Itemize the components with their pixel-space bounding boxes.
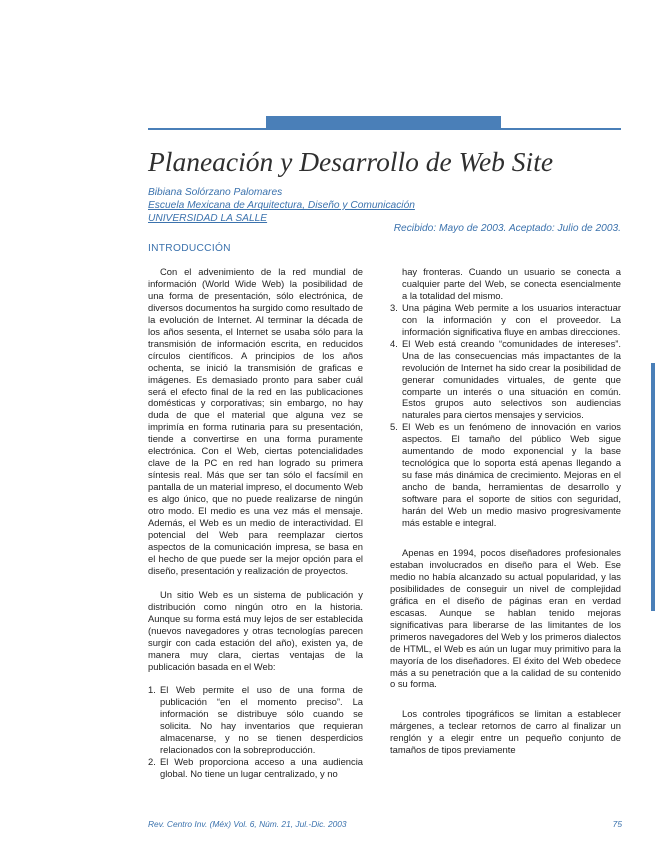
- list-number: 3.: [390, 301, 398, 313]
- list-number: 2.: [148, 756, 156, 768]
- list-item: [390, 421, 621, 529]
- list-text: El Web proporciona acceso a una audiencia global. No tiene un lugar centralizado, y no: [160, 756, 363, 780]
- list-item: [390, 337, 621, 422]
- paragraph: Apenas en 1994, pocos diseñadores profesionales estaban involucrados en diseño para el Web. Ese medio no había alcanzado su actual popularidad, y las posibilidades de conseguir un nivel de complejidad gráfica en el diseño de páginas eran en verdad escasas. Aunque se hablan tenido mejoras significativas para liberarse de las limitantes de los primeros navegadores del Web y los primeros dialectos de HTML, el Web es aún un lugar muy primitivo para la mayoría de los diseñadores. El éxito del Web obedece más a su penetración que a la calidad de su contenido o su forma.: [390, 546, 621, 690]
- list-text: El Web está creando “comunidades de intereses”. Una de las consecuencias más impactantes de la revolución de Internet ha sido crear la posibilidad de generar comunidades virtuales, de gente que comparte un interés o una situación en común. Estos grupos auto selectivos son audiencias naturales para ciertos mensajes y servicios.: [402, 337, 621, 421]
- list-number: 1.: [148, 684, 156, 696]
- list-text: El Web permite el uso de una forma de publicación “en el momento preciso”. La información se distribuye sólo cuando se solicita. No hay inventarios que requieran almacenarse, y no se tienen desperdicios relacionados con la sobreproducción.: [160, 684, 363, 756]
- list-item-continuation: [402, 266, 621, 302]
- list-item: [148, 756, 363, 780]
- list-number: 5.: [390, 421, 398, 433]
- list-text: Una página Web permite a los usuarios interactuar con la información y con el proveedor. La información significativa fluye en ambas direcciones.: [402, 301, 621, 337]
- author-institution: Escuela Mexicana de Arquitectura, Diseño y Comunicación: [148, 200, 415, 211]
- advantages-list: [390, 302, 621, 529]
- article-title: Planeación y Desarrollo de Web Site: [148, 146, 554, 177]
- section-heading: INTRODUCCIÓN: [148, 243, 231, 254]
- journal-citation: Rev. Centro Inv. (Méx) Vol. 6, Núm. 21, Jul.-Dic. 2003: [148, 819, 347, 829]
- list-text: hay fronteras. Cuando un usuario se conecta a cualquier parte del Web, se conecta esencialmente a la totalidad del mismo.: [402, 266, 621, 301]
- list-number: 4.: [390, 337, 398, 349]
- header-rule: [148, 128, 621, 130]
- paragraph: Los controles tipográficos se limitan a establecer márgenes, a teclear retornos de carro al finalizar un renglón y a elegir entre un pequeño conjunto de tamaños de tipos previamente: [390, 708, 621, 756]
- advantages-list-continued: [390, 266, 621, 302]
- right-column: [390, 266, 621, 768]
- received-dates: Recibido: Mayo de 2003. Aceptado: Julio de 2003.: [393, 223, 621, 234]
- margin-accent-mark: [651, 363, 655, 611]
- left-column: [148, 266, 363, 792]
- list-text: El Web es un fenómeno de innovación en varios aspectos. El tamaño del público Web sigue aumentando de modo exponencial y la base tecnológica que lo soporta está apenas llegando a su fase más dinámica de crecimiento. Mejoras en el ancho de banda, herramientas de desarrollo y software para el soporte de sitios con seguridad, harán del Web un medio masivo progresivamente más estable e integral.: [402, 421, 621, 529]
- paragraph: Un sitio Web es un sistema de publicación y distribución como ningún otro en la historia. Aunque su forma está muy lejos de ser establecida (nuevos navegadores y otras tecnologías parecen surgir con cada estación del año), existen ya, de manera muy clara, ciertas ventajas de la publicación basada en el Web:: [148, 588, 363, 672]
- list-item: [390, 301, 621, 338]
- paragraph: Con el advenimiento de la red mundial de información (World Wide Web) la posibilidad de una forma de presentación, sólo electrónica, de diversos documentos ha surgido como resultado de la evolución de Internet. Al terminar la década de los años sesenta, el Internet se usaba sólo para la transmisión de información escrita, en reducidos círculos científicos. A principios de los años ochenta, se inició la transmisión de graficas e imágenes. Es demasiado pronto para saber cuál será el efecto final de la red en las publicaciones domésticas y corporativas; sin embargo, no hay duda de que el material que alguna vez se imprimía en forma rutinaria para su presentación, tiende a convertirse en una forma puramente electrónica. Con el Web, ciertas potencialidades clave de la PC en red han logrado su primera síntesis real. Más que ser tan sólo el facsímil en pantalla de un material impreso, el documento Web es algo único, que no puede realizarse de ningún otro modo. El medio es una vez más el mensaje. Además, el Web es un medio de interactividad. El potencial del Web para reemplazar ciertos aspectos de la comunicación impresa, se basa en el hecho de que puede ser la mejor opción para el diseño, presentación y realización de proyectos.: [148, 266, 363, 576]
- author-block: [148, 186, 415, 225]
- author-name: Bibiana Solórzano Palomares: [148, 187, 283, 198]
- list-item: [148, 684, 363, 756]
- author-university: UNIVERSIDAD LA SALLE: [148, 213, 268, 224]
- advantages-list: [148, 684, 363, 780]
- page-number: 75: [612, 819, 622, 829]
